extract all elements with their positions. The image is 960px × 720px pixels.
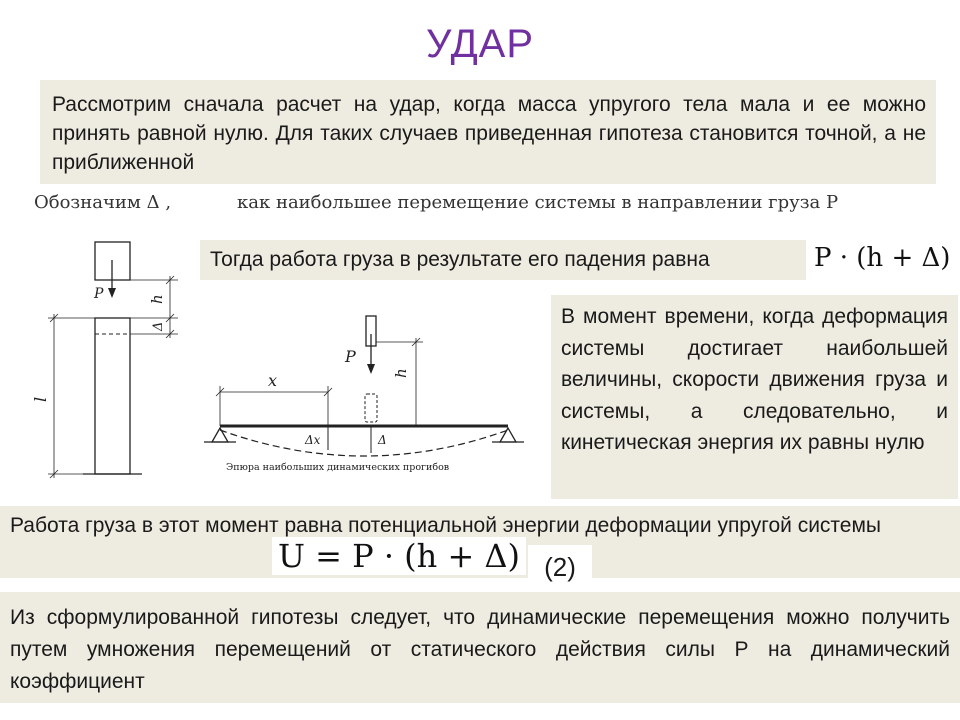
column-label-l: l <box>31 396 50 402</box>
moment-paragraph: В момент времени, когда деформация системы достигает наибольшей величины, скорости движения груза и системы, а следовательно, и кинетическая энергия их равны нулю <box>551 295 958 499</box>
beam-label-delta: Δ <box>378 433 387 447</box>
beam-label-p: P <box>345 347 356 366</box>
force-arrow-icon <box>108 288 116 298</box>
weight-final-position <box>365 394 377 422</box>
beam-caption: Эпюра наибольших динамических прогибов <box>226 462 450 473</box>
deflection-curve <box>220 430 508 456</box>
column-label-h: h <box>148 294 166 304</box>
hypothesis-paragraph: Из сформулированной гипотезы следует, что динамические перемещения можно получить путем умножения перемещений от статического действия силы Р на динамический коэффициент <box>0 592 960 703</box>
slide-title: УДАР <box>425 22 535 66</box>
beam-force-arrow-icon <box>367 364 375 374</box>
equation-number: (2) <box>528 545 592 589</box>
beam-impact-figure <box>198 304 534 482</box>
beam-label-x: x <box>268 371 278 390</box>
column-label-delta: Δ <box>151 321 166 331</box>
right-support-icon <box>500 428 516 442</box>
column-body <box>95 318 130 474</box>
formula-work: P · (h + Δ) <box>814 243 951 273</box>
denote-part-1: Обозначим Δ , <box>34 192 172 213</box>
denote-part-2: как наибольшее перемещение системы в направлении груза P <box>237 192 839 213</box>
work-of-load-statement: Тогда работа груза в результате его падения равна <box>200 240 806 280</box>
beam-label-delta-x: Δx <box>305 433 321 447</box>
energy-paragraph: Работа груза в этот момент равна потенциальной энергии деформации упругой системы <box>0 506 960 578</box>
column-impact-figure <box>28 238 198 486</box>
beam-label-h: h <box>392 368 410 378</box>
denote-line <box>34 192 934 213</box>
column-label-p: P <box>94 286 104 302</box>
intro-paragraph: Рассмотрим сначала расчет на удар, когда масса упругого тела мала и ее можно принять равной нулю. Для таких случаев приведенная гипотеза становится точной, а не приближенной <box>40 80 936 184</box>
formula-energy: U = P · (h + Δ) <box>272 537 526 575</box>
